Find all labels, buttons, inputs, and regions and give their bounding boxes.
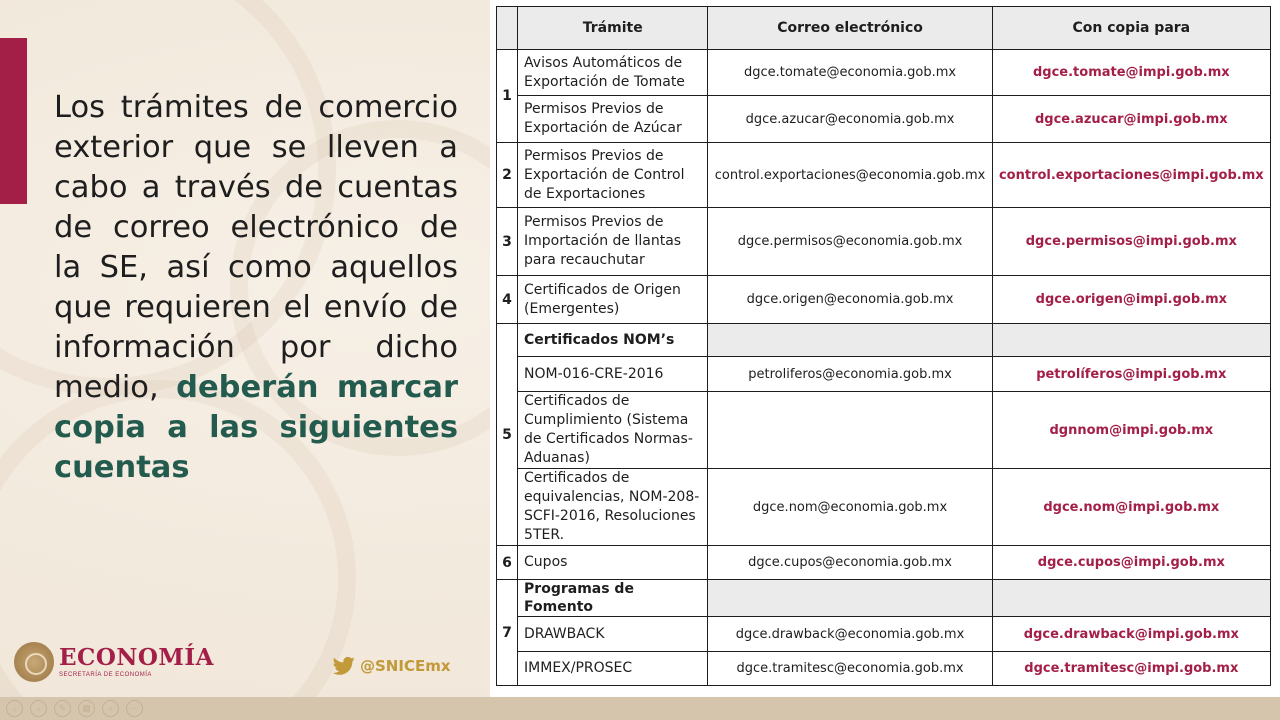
correo-cell: dgce.azucar@economia.gob.mx xyxy=(708,96,992,143)
tramite-cell: NOM-016-CRE-2016 xyxy=(518,357,708,392)
twitter-bird-icon xyxy=(333,656,355,676)
subheader-cell: Certificados NOM’s xyxy=(518,324,708,357)
tramite-cell: Certificados de equivalencias, NOM-208-SCFI-2016, Resoluciones 5TER. xyxy=(518,469,708,546)
correo-cell: dgce.permisos@economia.gob.mx xyxy=(708,208,992,276)
previous-slide-button[interactable]: ‹ xyxy=(6,700,23,717)
body-text-highlight: deberán marcar copia a las siguientes cuentas xyxy=(54,370,458,485)
copia-cell: dgnnom@impi.gob.mx xyxy=(992,392,1270,469)
twitter-handle-text: @SNICEmx xyxy=(360,657,451,675)
copia-cell: control.exportaciones@impi.gob.mx xyxy=(992,143,1270,208)
tramite-cell: Certificados de Cumplimiento (Sistema de Certificados Normas-Aduanas) xyxy=(518,392,708,469)
correo-cell: petroliferos@economia.gob.mx xyxy=(708,357,992,392)
correo-cell: dgce.tomate@economia.gob.mx xyxy=(708,50,992,96)
table-row xyxy=(497,143,1271,208)
correo-cell: dgce.origen@economia.gob.mx xyxy=(708,276,992,324)
table-row xyxy=(497,469,1271,546)
table-row xyxy=(497,392,1271,469)
copia-cell: dgce.permisos@impi.gob.mx xyxy=(992,208,1270,276)
zoom-button[interactable]: ⌕ xyxy=(102,700,119,717)
copia-cell: dgce.cupos@impi.gob.mx xyxy=(992,546,1270,580)
group-number: 1 xyxy=(497,50,518,143)
table-row xyxy=(497,208,1271,276)
logo-subtitle: SECRETARÍA DE ECONOMÍA xyxy=(59,672,152,678)
slide-body-text xyxy=(54,88,458,488)
pen-tool-button[interactable]: ✎ xyxy=(54,700,71,717)
table-row xyxy=(497,96,1271,143)
tramite-cell: IMMEX/PROSEC xyxy=(518,652,708,686)
copia-cell: dgce.tomate@impi.gob.mx xyxy=(992,50,1270,96)
more-options-button[interactable]: ⋯ xyxy=(126,700,143,717)
empty-cell xyxy=(992,324,1270,357)
tramite-cell: Cupos xyxy=(518,546,708,580)
table-subheader-row xyxy=(497,324,1271,357)
header-number xyxy=(497,7,518,50)
correo-cell: dgce.cupos@economia.gob.mx xyxy=(708,546,992,580)
table-row xyxy=(497,652,1271,686)
economia-logo xyxy=(14,642,214,682)
group-number: 6 xyxy=(497,546,518,580)
empty-cell xyxy=(708,324,992,357)
copia-cell: petrolíferos@impi.gob.mx xyxy=(992,357,1270,392)
copia-cell: dgce.tramitesc@impi.gob.mx xyxy=(992,652,1270,686)
table-row xyxy=(497,357,1271,392)
tramite-cell: Avisos Automáticos de Exportación de Tomate xyxy=(518,50,708,96)
correo-cell: dgce.tramitesc@economia.gob.mx xyxy=(708,652,992,686)
accent-bar xyxy=(0,38,27,204)
table-row xyxy=(497,617,1271,652)
header-tramite: Trámite xyxy=(518,7,708,50)
subheader-cell: Programas de Fomento xyxy=(518,580,708,617)
table-subheader-row xyxy=(497,580,1271,617)
table-panel xyxy=(490,0,1280,697)
group-number: 4 xyxy=(497,276,518,324)
group-number: 2 xyxy=(497,143,518,208)
table-row xyxy=(497,546,1271,580)
copia-cell: dgce.origen@impi.gob.mx xyxy=(992,276,1270,324)
copia-cell: dgce.drawback@impi.gob.mx xyxy=(992,617,1270,652)
tramite-cell: Permisos Previos de Exportación de Azúcar xyxy=(518,96,708,143)
correo-cell xyxy=(708,392,992,469)
tramite-cell: DRAWBACK xyxy=(518,617,708,652)
empty-cell xyxy=(708,580,992,617)
twitter-handle xyxy=(333,656,451,676)
correo-cell: control.exportaciones@economia.gob.mx xyxy=(708,143,992,208)
group-number: 7 xyxy=(497,580,518,686)
viewer-toolbar xyxy=(0,697,1280,720)
tramite-cell: Certificados de Origen (Emergentes) xyxy=(518,276,708,324)
slides-grid-button[interactable]: ▦ xyxy=(78,700,95,717)
empty-cell xyxy=(992,580,1270,617)
tramites-table xyxy=(496,6,1271,686)
body-text-main: Los trámites de comercio exterior que se lleven a cabo a través de cuentas de correo electrónico de la SE, así como aquellos que requieren el envío de información por dicho medio, xyxy=(54,90,458,405)
correo-cell: dgce.drawback@economia.gob.mx xyxy=(708,617,992,652)
header-copia: Con copia para xyxy=(992,7,1270,50)
copia-cell: dgce.azucar@impi.gob.mx xyxy=(992,96,1270,143)
next-slide-button[interactable]: › xyxy=(30,700,47,717)
table-row xyxy=(497,50,1271,96)
correo-cell: dgce.nom@economia.gob.mx xyxy=(708,469,992,546)
eagle-seal-icon xyxy=(14,642,54,682)
tramite-cell: Permisos Previos de Importación de llantas para recauchutar xyxy=(518,208,708,276)
header-correo: Correo electrónico xyxy=(708,7,992,50)
table-header-row xyxy=(497,7,1271,50)
group-number: 3 xyxy=(497,208,518,276)
tramite-cell: Permisos Previos de Exportación de Control de Exportaciones xyxy=(518,143,708,208)
logo-name: ECONOMÍA xyxy=(59,644,214,671)
copia-cell: dgce.nom@impi.gob.mx xyxy=(992,469,1270,546)
group-number: 5 xyxy=(497,324,518,546)
table-row xyxy=(497,276,1271,324)
